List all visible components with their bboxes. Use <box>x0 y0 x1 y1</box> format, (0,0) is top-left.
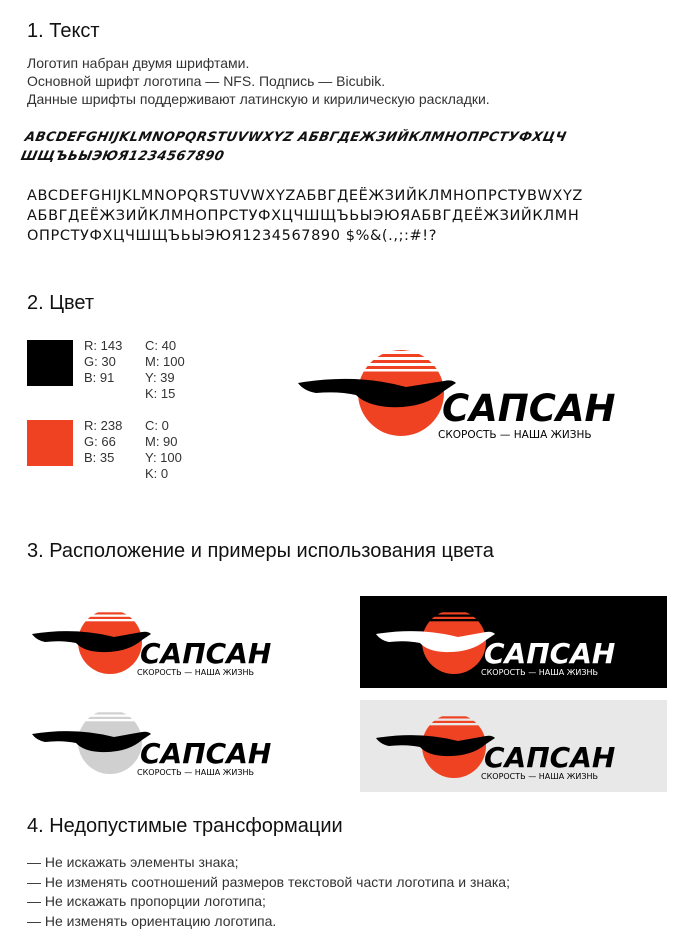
list-item: — Не искажать элементы знака; <box>27 854 239 870</box>
cmyk-y: Y: 39 <box>145 370 175 385</box>
font-nfs-line-2: ШЩЪЬЫЭЮЯ1234567890 <box>19 149 226 164</box>
logo-color-on-grey <box>374 709 644 784</box>
swatch-red-rgb <box>84 418 122 466</box>
cmyk-k: K: 15 <box>145 386 176 401</box>
logo-name: САПСАН <box>484 741 616 774</box>
cmyk-c: C: 0 <box>145 418 169 433</box>
font-bicubik-line-3: ОПРСТУФХЦЧШЩЪЬЫЭЮЯ1234567890 $%&(.,;:#!? <box>27 228 437 244</box>
rgb-g: G: 30 <box>84 354 116 369</box>
paragraph-line-2: Основной шрифт логотипа — NFS. Подпись — Bicubik. <box>27 73 386 89</box>
rgb-b: B: 35 <box>84 450 115 465</box>
font-nfs-line-1: ABCDEFGHIJKLMNOPQRSTUVWXYZ АБВГДЕЖЗИЙКЛМНОПРСТУФХЦЧ <box>23 130 568 145</box>
paragraph-line-3: Данные шрифты поддерживают латинскую и кирилическую раскладки. <box>27 91 490 107</box>
text-paragraph <box>27 54 490 108</box>
rgb-r: R: 238 <box>84 418 123 433</box>
swatch-black-cmyk <box>145 338 185 402</box>
swatch-black <box>27 340 73 386</box>
font-sample-bicubik <box>27 186 583 246</box>
usage-panel-grey <box>360 700 667 792</box>
paragraph-line-1: Логотип набран двумя шрифтами. <box>27 55 250 71</box>
usage-panel-black <box>360 596 667 688</box>
font-bicubik-line-2: АБВГДЕЁЖЗИЙКЛМНОПРСТУФХЦЧШЩЪЬЫЭЮЯАБВГДЕЁЖЗИЙКЛМН <box>27 208 580 224</box>
section-title-text: 1. Текст <box>27 20 100 42</box>
font-bicubik-line-1: ABCDEFGHIJKLMNOPQRSTUVWXYZАБВГДЕЁЖЗИЙКЛМНОПРСТУВWXYZ <box>27 188 583 204</box>
cmyk-y: Y: 100 <box>145 450 182 465</box>
cmyk-c: C: 40 <box>145 338 177 353</box>
logo-tagline: СКОРОСТЬ — НАША ЖИЗНЬ <box>481 772 599 781</box>
list-item: — Не изменять соотношений размеров текстовой части логотипа и знака; <box>27 873 510 890</box>
logo-tagline: СКОРОСТЬ — НАША ЖИЗНЬ <box>137 668 255 677</box>
cmyk-k: K: 0 <box>145 466 169 481</box>
logo-tagline: СКОРОСТЬ — НАША ЖИЗНЬ <box>137 768 255 777</box>
logo-large <box>296 345 656 445</box>
rgb-b: B: 91 <box>84 370 115 385</box>
swatch-red <box>27 420 73 466</box>
logo-grey-on-white <box>30 705 300 780</box>
logo-white-on-black <box>374 605 644 680</box>
rgb-g: G: 66 <box>84 434 116 449</box>
swatch-red-cmyk <box>145 418 182 482</box>
section-title-usage: 3. Расположение и примеры использования цвета <box>27 540 494 562</box>
list-item: — Не изменять ориентацию логотипа. <box>27 912 277 929</box>
logo-tagline: СКОРОСТЬ — НАША ЖИЗНЬ <box>438 429 592 441</box>
logo-name: САПСАН <box>442 387 616 430</box>
section-title-transform: 4. Недопустимые трансформации <box>27 815 343 837</box>
list-item: — Не искажать пропорции логотипа; <box>27 893 266 909</box>
cmyk-m: M: 100 <box>145 354 185 369</box>
rgb-r: R: 143 <box>84 338 123 353</box>
logo-name: САПСАН <box>484 637 616 670</box>
font-sample-nfs <box>19 128 568 166</box>
logo-tagline: СКОРОСТЬ — НАША ЖИЗНЬ <box>481 668 599 677</box>
logo-name: САПСАН <box>140 637 272 670</box>
cmyk-m: M: 90 <box>145 434 178 449</box>
section-title-color: 2. Цвет <box>27 292 95 314</box>
swatch-black-rgb <box>84 338 122 386</box>
logo-color-on-white <box>30 605 300 680</box>
transform-list <box>27 853 510 931</box>
logo-name: САПСАН <box>140 737 272 770</box>
